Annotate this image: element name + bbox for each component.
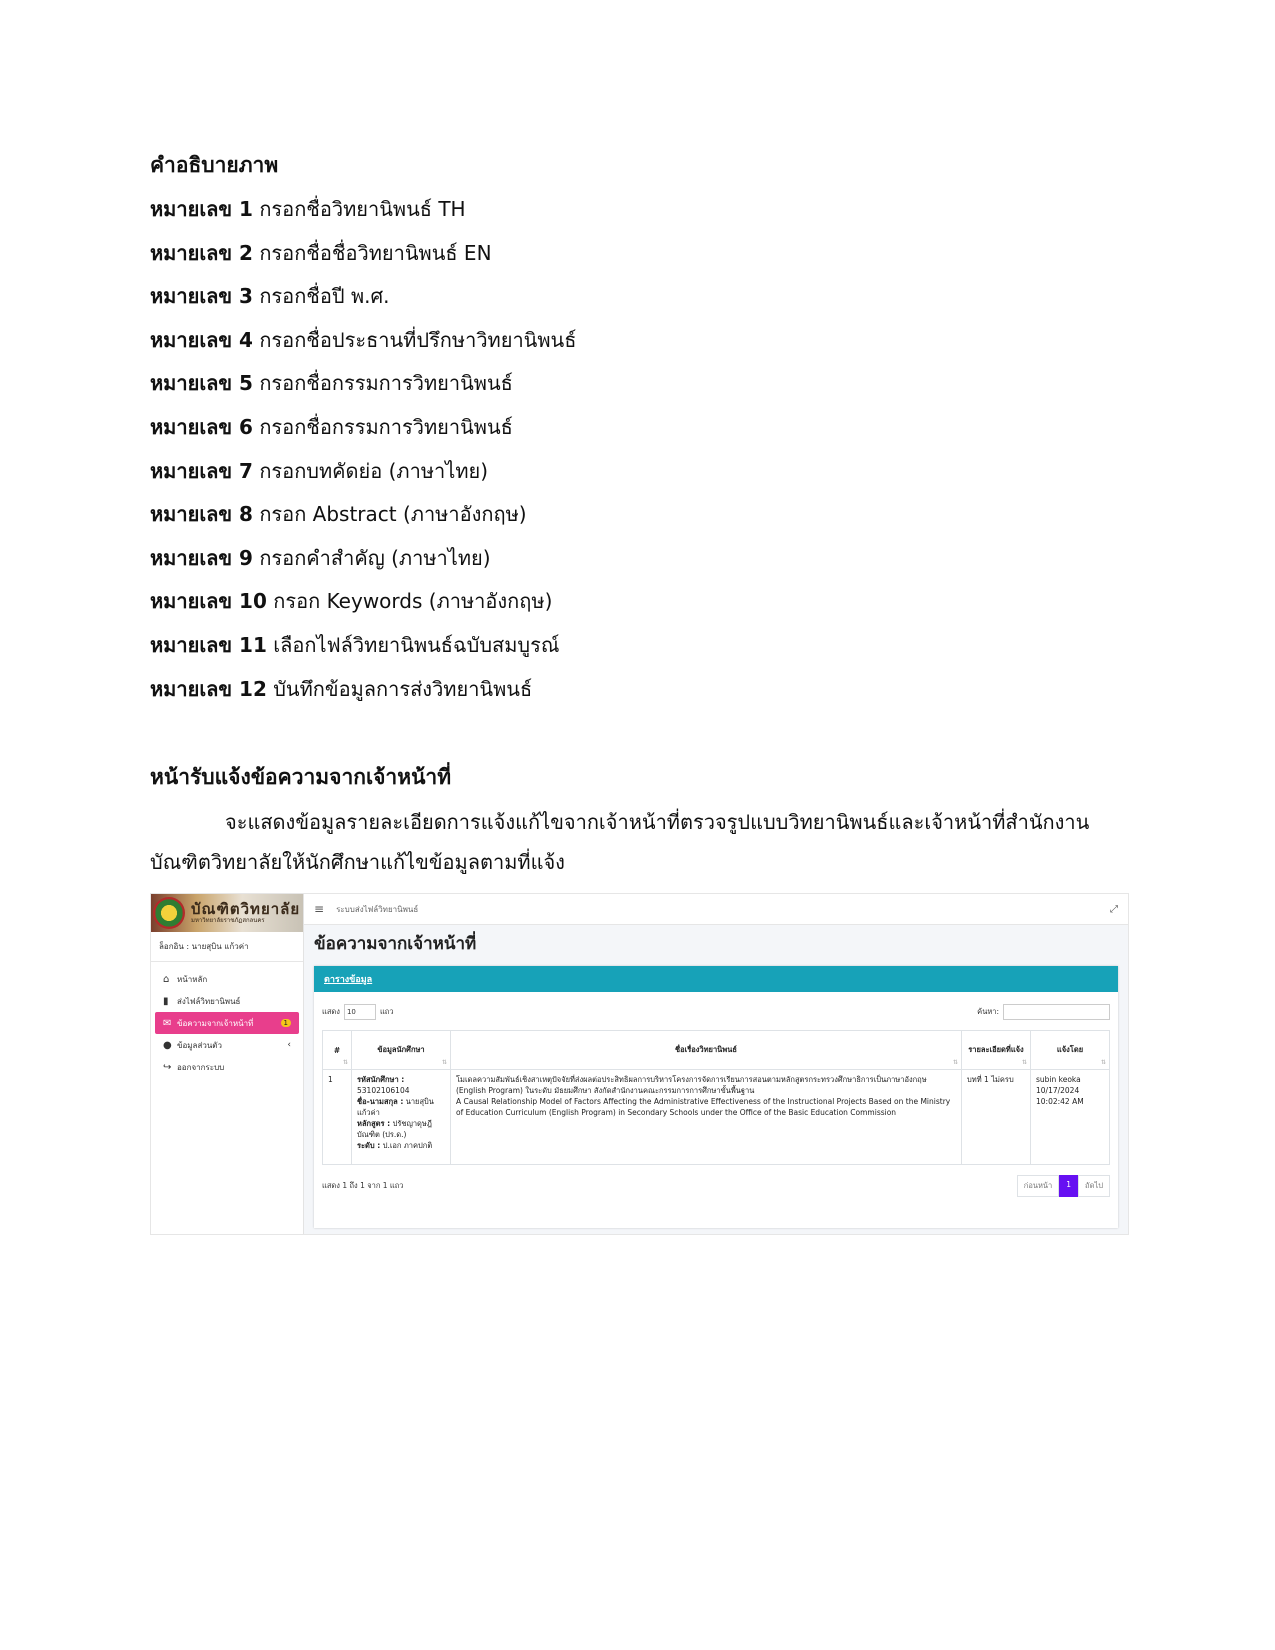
- caption-number: หมายเลข 9: [150, 545, 253, 570]
- sort-icon: ⇅: [441, 1059, 447, 1066]
- university-seal-icon: [153, 897, 185, 929]
- chevron-left-icon: ‹: [287, 1040, 291, 1050]
- table-info: แสดง 1 ถึง 1 จาก 1 แถว: [322, 1181, 404, 1190]
- caption-text: บันทึกข้อมูลการส่งวิทยานิพนธ์: [266, 676, 533, 701]
- file-icon: ▮: [163, 995, 169, 1007]
- caption-item: [150, 368, 1130, 398]
- page-button[interactable]: 1: [1059, 1175, 1078, 1197]
- sidebar-item-logout[interactable]: [155, 1056, 299, 1078]
- sidebar-item-label: ข้อความจากเจ้าหน้าที่: [177, 1018, 254, 1028]
- caption-text: กรอกชื่อกรรมการวิทยานิพนธ์: [252, 371, 513, 396]
- column-header[interactable]: ชื่อเรื่องวิทยานิพนธ์ ⇅: [451, 1031, 962, 1070]
- column-header[interactable]: # ⇅: [323, 1031, 352, 1070]
- row-number: 1: [323, 1070, 352, 1165]
- section-paragraph: จะแสดงข้อมูลรายละเอียดการแจ้งแก้ไขจากเจ้าหน้าที่ตรวจรูปแบบวิทยานิพนธ์และเจ้าหน้าที่สำนักงานบัณฑิตวิทยาลัยให้นักศึกษาแก้ไขข้อมูลตามที่แจ้ง: [150, 810, 1090, 874]
- comments-icon: ✉: [163, 1017, 172, 1029]
- fullscreen-icon[interactable]: ⤢: [1110, 903, 1118, 915]
- caption-text: กรอกคำสำคัญ (ภาษาไทย): [252, 545, 491, 570]
- home-icon: ⌂: [163, 973, 170, 985]
- column-header[interactable]: แจ้งโดย ⇅: [1031, 1031, 1110, 1070]
- table-row: [323, 1070, 1110, 1165]
- data-card: [314, 966, 1118, 1228]
- sidebar-item-home[interactable]: [155, 968, 299, 990]
- length-suffix: แถว: [379, 1007, 394, 1016]
- caption-item: [150, 238, 1130, 268]
- caption-text: กรอก Keywords (ภาษาอังกฤษ): [266, 589, 553, 614]
- caption-number: หมายเลข 1: [150, 197, 253, 221]
- brand-subtitle: มหาวิทยาลัยราชภัฏสกลนคร: [191, 917, 265, 924]
- caption-text: กรอกชื่อปี พ.ศ.: [252, 284, 390, 309]
- sidebar: [151, 894, 304, 1234]
- sidebar-item-label: ข้อมูลส่วนตัว: [177, 1040, 222, 1050]
- sidebar-item-messages[interactable]: [155, 1012, 299, 1034]
- caption-item: [150, 543, 1130, 573]
- sort-icon: ⇅: [342, 1059, 348, 1066]
- page-length-select[interactable]: 10: [344, 1004, 376, 1020]
- caption-number: หมายเลข 6: [150, 414, 253, 439]
- page-title: ข้อความจากเจ้าหน้าที่: [314, 934, 477, 954]
- detail-cell: บทที่ 1 ไม่ครบ: [962, 1070, 1031, 1165]
- sort-icon: ⇅: [1021, 1059, 1027, 1066]
- sidebar-item-label: ส่งไฟล์วิทยานิพนธ์: [177, 996, 241, 1006]
- caption-item: [150, 674, 1130, 704]
- caption-text: เลือกไฟล์วิทยานิพนธ์ฉบับสมบูรณ์: [266, 632, 560, 657]
- caption-text: กรอกชื่อชื่อวิทยานิพนธ์ EN: [252, 240, 492, 265]
- card-title: ตารางข้อมูล: [324, 975, 373, 985]
- caption-text: กรอกชื่อประธานที่ปรึกษาวิทยานิพนธ์: [252, 327, 577, 352]
- brand-title: บัณฑิตวิทยาลัย: [191, 900, 301, 918]
- topbar: [304, 894, 1128, 925]
- caption-item: [150, 281, 1130, 311]
- caption-text: กรอกบทคัดย่อ (ภาษาไทย): [252, 458, 489, 483]
- student-info-cell: รหัสนักศึกษา : 53102106104 ชื่อ-นามสกุล : นายสุบิน แก้วค่า หลักสูตร : ปรัชญาดุษฎีบัณฑิต (ปร.ด.) ระดับ : ป.เอก ภาคปกติ: [352, 1070, 451, 1165]
- sort-icon: ⇅: [952, 1059, 958, 1066]
- user-icon: ●: [163, 1039, 172, 1051]
- sort-icon: ⇅: [1100, 1059, 1106, 1066]
- card-header: [314, 966, 1118, 992]
- search-input[interactable]: [1003, 1004, 1110, 1020]
- caption-number: หมายเลข 5: [150, 371, 253, 396]
- caption-number: หมายเลข 11: [150, 632, 267, 657]
- pagination: [1017, 1175, 1110, 1197]
- messages-table: [322, 1030, 1110, 1165]
- login-info: ล็อกอิน : นายสุบิน แก้วค่า: [151, 932, 303, 962]
- sign-out-icon: ↪: [163, 1061, 172, 1073]
- caption-text: กรอกชื่อวิทยานิพนธ์ TH: [252, 197, 466, 221]
- sidebar-item-label: ออกจากระบบ: [177, 1062, 225, 1072]
- app-screenshot: [150, 893, 1129, 1235]
- caption-item: [150, 194, 1130, 224]
- breadcrumb[interactable]: ระบบส่งไฟล์วิทยานิพนธ์: [336, 904, 419, 914]
- length-prefix: แสดง: [322, 1007, 340, 1016]
- caption-text: กรอก Abstract (ภาษาอังกฤษ): [252, 502, 527, 527]
- caption-number: หมายเลข 3: [150, 284, 253, 309]
- main-content: [304, 894, 1128, 1234]
- sidebar-item-profile[interactable]: [155, 1034, 299, 1056]
- section-heading: หน้ารับแจ้งข้อความจากเจ้าหน้าที่: [150, 765, 452, 789]
- caption-item: [150, 586, 1130, 616]
- table-footer: [314, 1165, 1118, 1207]
- caption-number: หมายเลข 4: [150, 327, 253, 352]
- next-page-button[interactable]: ถัดไป: [1078, 1175, 1110, 1197]
- caption-item: [150, 412, 1130, 442]
- reported-by-cell: subin keoka 10/17/2024 10:02:42 AM: [1031, 1070, 1110, 1165]
- prev-page-button[interactable]: ก่อนหน้า: [1017, 1175, 1059, 1197]
- column-header[interactable]: ข้อมูลนักศึกษา ⇅: [352, 1031, 451, 1070]
- sidebar-item-label: หน้าหลัก: [177, 974, 208, 984]
- notification-section: [150, 762, 1125, 882]
- caption-list: [150, 194, 1130, 704]
- column-header[interactable]: รายละเอียดที่แจ้ง ⇅: [962, 1031, 1031, 1070]
- caption-item: [150, 325, 1130, 355]
- hamburger-menu-icon[interactable]: ≡: [314, 902, 325, 916]
- sidebar-item-submit-thesis[interactable]: [155, 990, 299, 1012]
- table-tools: [314, 992, 1118, 1020]
- thesis-title-cell: โมเดลความสัมพันธ์เชิงสาเหตุปัจจัยที่ส่งผลต่อประสิทธิผลการบริหารโครงการจัดการเรียนการสอนตามหลักสูตรกระทรวงศึกษาธิการเป็นภาษาอังกฤษ (English Program) ในระดับ มัธยมศึกษา สังกัดสำนักงานคณะกรรมการการศึกษาขั้นพื้นฐาน A Causal Relationship Model of Factors Affecting the Administrative Effectiveness of the Instructional Projects Based on the Ministry of Education Curriculum (English Program) in Secondary Schools under the Office of the Basic Education Commission: [451, 1070, 962, 1165]
- caption-item: [150, 630, 1130, 660]
- search-label: ค้นหา:: [977, 1007, 999, 1016]
- caption-section: [150, 150, 1130, 717]
- caption-number: หมายเลข 7: [150, 458, 253, 483]
- caption-heading: คำอธิบายภาพ: [150, 153, 279, 177]
- brand-logo[interactable]: [151, 894, 303, 932]
- caption-number: หมายเลข 10: [150, 589, 267, 614]
- sidebar-menu: [151, 962, 303, 1084]
- caption-item: [150, 456, 1130, 486]
- caption-number: หมายเลข 2: [150, 240, 253, 265]
- table-header-row: [323, 1031, 1110, 1070]
- caption-number: หมายเลข 8: [150, 502, 253, 527]
- caption-number: หมายเลข 12: [150, 676, 267, 701]
- caption-item: [150, 499, 1130, 529]
- caption-text: กรอกชื่อกรรมการวิทยานิพนธ์: [252, 414, 513, 439]
- message-count-badge: 1: [281, 1019, 291, 1027]
